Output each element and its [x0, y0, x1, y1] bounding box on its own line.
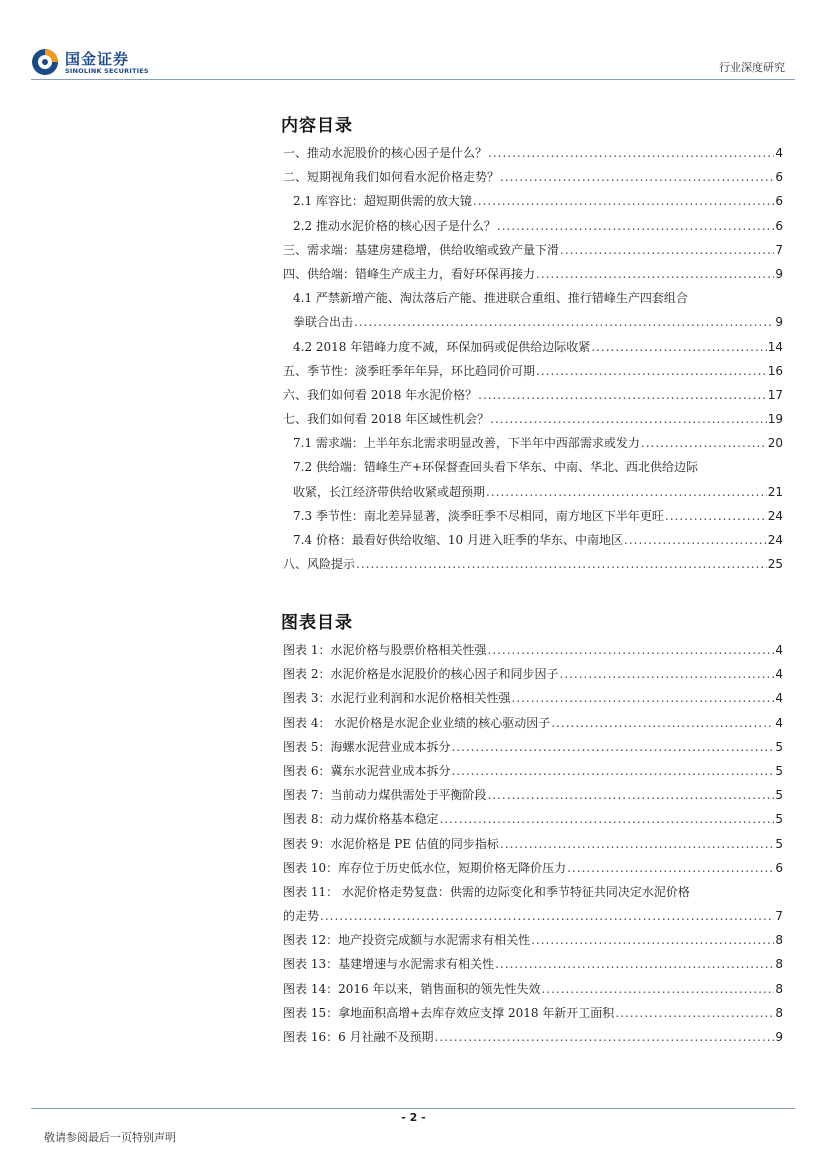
figure-entry[interactable]: 图表 10：库存位于历史低水位，短期价格无降价压力 ..... 6 — [283, 856, 783, 880]
figure-entry[interactable]: 图表 7：当前动力煤供需处于平衡阶段 ..... 5 — [283, 783, 783, 807]
toc-entry[interactable]: 2.1 库容比：超短期供需的放大镜 ..... 6 — [283, 189, 783, 213]
toc-entry-line1[interactable]: 7.2 供给端：错峰生产+环保督查回头看下华东、中南、华北、西北供给边际 — [293, 460, 698, 475]
toc-entry[interactable]: 二、短期视角我们如何看水泥价格走势？ ..... 6 — [283, 165, 783, 189]
toc-entry[interactable]: 六、我们如何看 2018 年水泥价格？ ..... 17 — [283, 383, 783, 407]
figure-entry[interactable]: 图表 15：拿地面积高增+去库存效应支撑 2018 年新开工面积 ..... 8 — [283, 1001, 783, 1025]
figure-entry[interactable]: 图表 5：海螺水泥营业成本拆分 ..... 5 — [283, 735, 783, 759]
toc-entry[interactable]: 三、需求端：基建房建稳增，供给收缩或致产量下滑 ..... 7 — [283, 238, 783, 262]
report-type-label: 行业深度研究 — [719, 61, 785, 74]
toc-list — [283, 141, 783, 576]
toc-entry[interactable]: 收紧，长江经济带供给收紧或超预期 ..... 21 — [283, 480, 783, 504]
toc-entry[interactable]: 7.1 需求端：上半年东北需求明显改善，下半年中西部需求或发力 ..... 20 — [283, 431, 783, 455]
logo-english-name: SINOLINK SECURITIES — [65, 67, 149, 75]
figures-toc-title: 图表目录 — [281, 613, 353, 633]
figure-entry[interactable]: 图表 9：水泥价格是 PE 估值的同步指标 ..... 5 — [283, 832, 783, 856]
figure-entry[interactable]: 图表 13：基建增速与水泥需求有相关性 ..... 8 — [283, 952, 783, 976]
toc-entry[interactable]: 7.4 价格：最看好供给收缩、10 月进入旺季的华东、中南地区 ..... 24 — [283, 528, 783, 552]
figure-entry[interactable]: 图表 14：2016 年以来，销售面积的领先性失效 ..... 8 — [283, 977, 783, 1001]
toc-entry[interactable]: 7.3 季节性：南北差异显著，淡季旺季不尽相同，南方地区下半年更旺 ..... 24 — [283, 504, 783, 528]
figure-entry[interactable]: 图表 3：水泥行业利润和水泥价格相关性强 ..... 4 — [283, 686, 783, 710]
toc-entry[interactable]: 4.2 2018 年错峰力度不减，环保加码或促供给边际收紧 ..... 14 — [283, 335, 783, 359]
toc-entry[interactable]: 2.2 推动水泥价格的核心因子是什么？ ..... 6 — [283, 214, 783, 238]
toc-entry[interactable]: 一、推动水泥股价的核心因子是什么？ ..... 4 — [283, 141, 783, 165]
toc-entry-line1[interactable]: 4.1 严禁新增产能、淘汰落后产能、推进联合重组、推行错峰生产四套组合 — [293, 291, 688, 306]
figure-entry[interactable]: 图表 6：冀东水泥营业成本拆分 ..... 5 — [283, 759, 783, 783]
company-logo — [31, 45, 161, 79]
toc-entry[interactable]: 五、季节性：淡季旺季年年异，环比趋同价可期 ..... 16 — [283, 359, 783, 383]
figures-list — [283, 638, 783, 1049]
figure-entry[interactable]: 图表 4： 水泥价格是水泥企业业绩的核心驱动因子 ..... 4 — [283, 711, 783, 735]
toc-entry[interactable]: 八、风险提示 ..... 25 — [283, 552, 783, 576]
figure-entry-line1[interactable]: 图表 11： 水泥价格走势复盘：供需的边际变化和季节特征共同决定水泥价格 — [283, 884, 690, 899]
figure-entry[interactable]: 图表 1：水泥价格与股票价格相关性强 ..... 4 — [283, 638, 783, 662]
logo-chinese-name: 国金证券 — [65, 50, 130, 68]
toc-entry[interactable]: 拳联合出击 ..... 9 — [283, 310, 783, 334]
figure-entry[interactable]: 的走势 ..... 7 — [283, 904, 783, 928]
figure-entry[interactable]: 图表 2：水泥价格是水泥股价的核心因子和同步因子 ..... 4 — [283, 662, 783, 686]
toc-entry[interactable]: 七、我们如何看 2018 年区域性机会？ ..... 19 — [283, 407, 783, 431]
footer-divider — [31, 1108, 795, 1109]
header-divider — [31, 79, 795, 80]
figure-entry[interactable]: 图表 8：动力煤价格基本稳定 ..... 5 — [283, 807, 783, 831]
page-number: - 2 - — [401, 1111, 426, 1124]
sinolink-logo-icon — [31, 48, 59, 76]
figure-entry[interactable]: 图表 12：地产投资完成额与水泥需求有相关性 ..... 8 — [283, 928, 783, 952]
toc-entry[interactable]: 四、供给端：错峰生产成主力，看好环保再接力 ..... 9 — [283, 262, 783, 286]
figure-entry[interactable]: 图表 16：6 月社融不及预期 ..... 9 — [283, 1025, 783, 1049]
disclaimer-note: 敬请参阅最后一页特别声明 — [44, 1131, 176, 1144]
toc-title: 内容目录 — [281, 116, 353, 136]
